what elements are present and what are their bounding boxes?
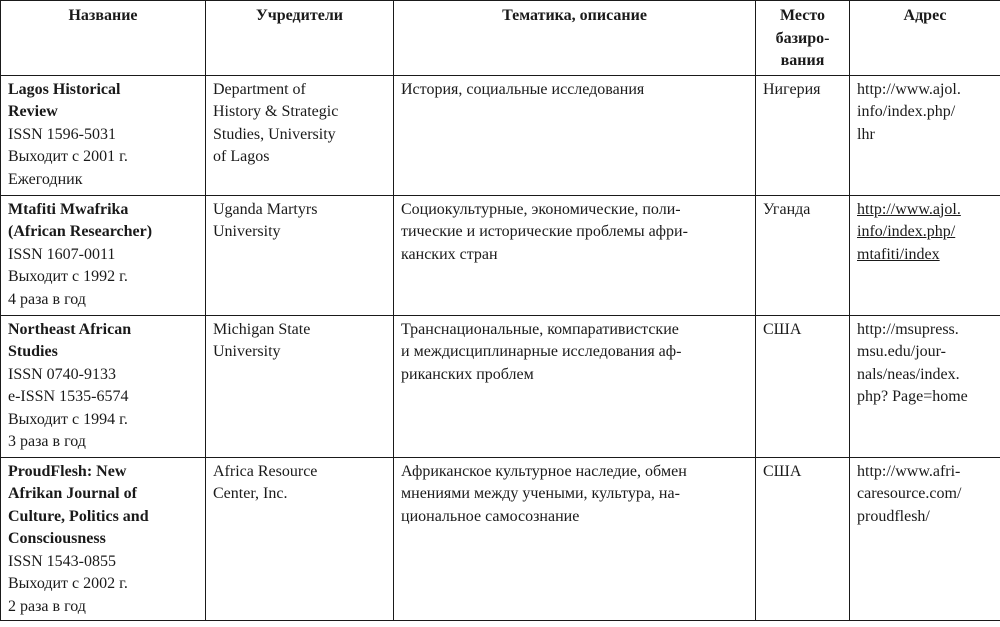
address-link[interactable]: http://www.afri- caresource.com/ proudflesh/: [857, 462, 962, 525]
topic-cell: Социокультурные, экономические, поли- тические и исторические проблемы афри- канских стран: [394, 195, 756, 315]
topic-cell: Транснациональные, компаративистские и междисциплинарные исследования аф- риканских проблем: [394, 315, 756, 457]
journal-name-cell: [1, 75, 206, 195]
journal-since: Выходит с 2001 г.: [8, 148, 128, 165]
founders-cell: Uganda Martyrs University: [206, 195, 394, 315]
header-address: Адрес: [850, 1, 1000, 76]
address-link[interactable]: http://www.ajol. info/index.php/ mtafiti/index: [857, 200, 961, 263]
location-cell: США: [756, 457, 850, 621]
table-row: [1, 195, 1000, 315]
journal-title: Mtafiti Mwafrika (African Researcher): [8, 200, 153, 240]
topic-cell: Африканское культурное наследие, обмен мнениями между учеными, культура, на- циональное самосознание: [394, 457, 756, 621]
journal-since: Выходит с 1994 г.: [8, 410, 128, 428]
journal-since: Выходит с 1992 г.: [8, 268, 128, 285]
journal-title: Northeast African Studies: [8, 320, 132, 360]
address-cell[interactable]: [850, 195, 1000, 315]
location-cell: Нигерия: [756, 75, 850, 195]
founders-cell: Department of History & Strategic Studies, University of Lagos: [206, 75, 394, 195]
header-founders: Учредители: [206, 1, 394, 76]
journal-frequency: Ежегодник: [8, 170, 83, 188]
address-link[interactable]: http://msupress. msu.edu/jour- nals/neas/index. php? Page=home: [857, 320, 968, 405]
journal-eissn: e-ISSN 1535-6574: [8, 388, 129, 405]
address-cell[interactable]: [850, 75, 1000, 195]
header-name: Название: [1, 1, 206, 76]
location-cell: Уганда: [756, 195, 850, 315]
journal-title: ProudFlesh: New Afrikan Journal of Culture, Politics and Consciousness: [8, 462, 149, 547]
journal-issn: ISSN 1596-5031: [8, 125, 117, 143]
table-row: [1, 315, 1000, 457]
location-cell: США: [756, 315, 850, 457]
header-topic: Тематика, описание: [394, 1, 756, 76]
journal-title: Lagos Historical Review: [8, 80, 121, 120]
founders-cell: Michigan State University: [206, 315, 394, 457]
journal-name-cell: [1, 457, 206, 621]
table-row: [1, 75, 1000, 195]
journal-name-cell: [1, 315, 206, 457]
journal-frequency: 4 раза в год: [8, 290, 86, 308]
table-row: [1, 457, 1000, 621]
journal-issn: ISSN 1607-0011: [8, 245, 116, 263]
founders-cell: Africa Resource Center, Inc.: [206, 457, 394, 621]
address-cell[interactable]: [850, 457, 1000, 621]
journal-issn: ISSN 0740-9133: [8, 365, 117, 383]
journal-since: Выходит с 2002 г.: [8, 575, 128, 592]
journal-frequency: 2 раза в год: [8, 597, 86, 615]
address-cell[interactable]: [850, 315, 1000, 457]
header-location: Место базиро- вания: [756, 1, 850, 76]
address-link[interactable]: http://www.ajol. info/index.php/ lhr: [857, 80, 961, 143]
journal-issn: ISSN 1543-0855: [8, 552, 117, 570]
topic-cell: История, социальные исследования: [394, 75, 756, 195]
journal-name-cell: [1, 195, 206, 315]
journal-frequency: 3 раза в год: [8, 433, 86, 450]
header-row: [1, 1, 1000, 76]
